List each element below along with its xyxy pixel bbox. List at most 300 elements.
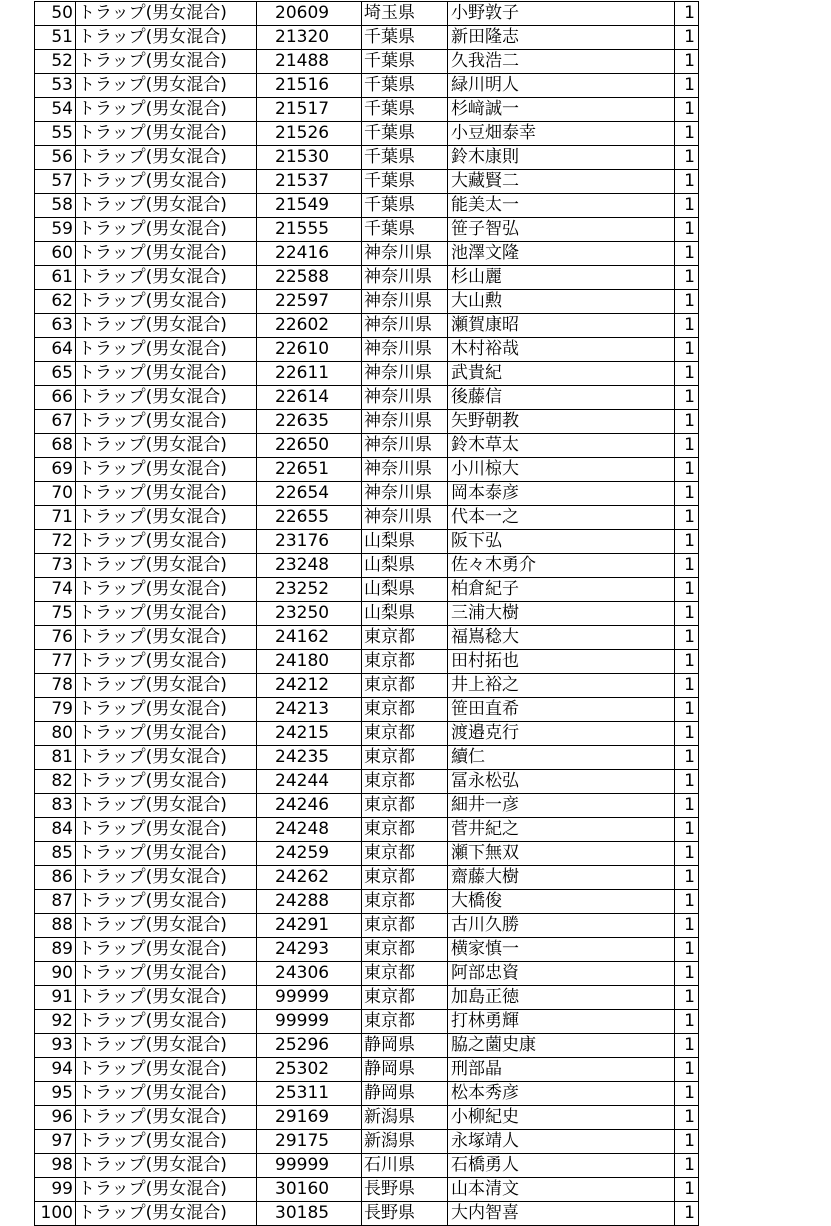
count-value: 1 xyxy=(675,770,699,794)
entry-number: 75 xyxy=(35,602,76,626)
member-id: 21549 xyxy=(257,194,362,218)
table-row xyxy=(35,122,699,146)
table-row xyxy=(35,626,699,650)
competitor-name: 木村裕哉 xyxy=(448,338,675,362)
competitor-name: 瀬下無双 xyxy=(448,842,675,866)
table-row xyxy=(35,194,699,218)
competitor-name: 菅井紀之 xyxy=(448,818,675,842)
event-name: トラップ(男女混合) xyxy=(76,890,257,914)
prefecture: 長野県 xyxy=(362,1178,448,1202)
member-id: 24213 xyxy=(257,698,362,722)
prefecture: 千葉県 xyxy=(362,98,448,122)
entry-number: 68 xyxy=(35,434,76,458)
event-name: トラップ(男女混合) xyxy=(76,314,257,338)
competitor-name: 大橋俊 xyxy=(448,890,675,914)
table-row xyxy=(35,698,699,722)
prefecture: 神奈川県 xyxy=(362,362,448,386)
count-value: 1 xyxy=(675,1082,699,1106)
member-id: 24235 xyxy=(257,746,362,770)
prefecture: 新潟県 xyxy=(362,1130,448,1154)
table-row xyxy=(35,986,699,1010)
event-name: トラップ(男女混合) xyxy=(76,338,257,362)
table-row xyxy=(35,1202,699,1226)
prefecture: 神奈川県 xyxy=(362,482,448,506)
event-name: トラップ(男女混合) xyxy=(76,122,257,146)
event-name: トラップ(男女混合) xyxy=(76,194,257,218)
table-row xyxy=(35,146,699,170)
event-name: トラップ(男女混合) xyxy=(76,914,257,938)
prefecture: 東京都 xyxy=(362,746,448,770)
member-id: 22588 xyxy=(257,266,362,290)
competitor-name: 池澤文隆 xyxy=(448,242,675,266)
prefecture: 東京都 xyxy=(362,698,448,722)
competitor-name: 小豆畑泰幸 xyxy=(448,122,675,146)
member-id: 22610 xyxy=(257,338,362,362)
competitor-name: 大藏賢二 xyxy=(448,170,675,194)
member-id: 21517 xyxy=(257,98,362,122)
member-id: 99999 xyxy=(257,1154,362,1178)
table-row xyxy=(35,218,699,242)
count-value: 1 xyxy=(675,1058,699,1082)
member-id: 23176 xyxy=(257,530,362,554)
table-row xyxy=(35,1130,699,1154)
prefecture: 神奈川県 xyxy=(362,410,448,434)
count-value: 1 xyxy=(675,242,699,266)
member-id: 21537 xyxy=(257,170,362,194)
table-row xyxy=(35,434,699,458)
prefecture: 静岡県 xyxy=(362,1082,448,1106)
competitor-name: 脇之薗史康 xyxy=(448,1034,675,1058)
prefecture: 山梨県 xyxy=(362,602,448,626)
competitor-name: 田村拓也 xyxy=(448,650,675,674)
count-value: 1 xyxy=(675,626,699,650)
count-value: 1 xyxy=(675,314,699,338)
entry-number: 67 xyxy=(35,410,76,434)
count-value: 1 xyxy=(675,98,699,122)
prefecture: 東京都 xyxy=(362,626,448,650)
event-name: トラップ(男女混合) xyxy=(76,2,257,26)
table-row xyxy=(35,890,699,914)
prefecture: 神奈川県 xyxy=(362,386,448,410)
prefecture: 静岡県 xyxy=(362,1034,448,1058)
event-name: トラップ(男女混合) xyxy=(76,650,257,674)
competitor-name: 井上裕之 xyxy=(448,674,675,698)
prefecture: 東京都 xyxy=(362,1010,448,1034)
prefecture: 東京都 xyxy=(362,770,448,794)
count-value: 1 xyxy=(675,986,699,1010)
competitor-name: 岡本泰彦 xyxy=(448,482,675,506)
prefecture: 千葉県 xyxy=(362,194,448,218)
event-name: トラップ(男女混合) xyxy=(76,1034,257,1058)
entry-number: 69 xyxy=(35,458,76,482)
competitor-name: 松本秀彦 xyxy=(448,1082,675,1106)
entry-number: 76 xyxy=(35,626,76,650)
prefecture: 東京都 xyxy=(362,866,448,890)
prefecture: 千葉県 xyxy=(362,122,448,146)
member-id: 22597 xyxy=(257,290,362,314)
member-id: 23252 xyxy=(257,578,362,602)
competitor-name: 緑川明人 xyxy=(448,74,675,98)
competitor-name: 後藤信 xyxy=(448,386,675,410)
count-value: 1 xyxy=(675,1034,699,1058)
event-name: トラップ(男女混合) xyxy=(76,50,257,74)
entry-number: 96 xyxy=(35,1106,76,1130)
table-row xyxy=(35,410,699,434)
member-id: 22650 xyxy=(257,434,362,458)
competitor-name: 杉﨑誠一 xyxy=(448,98,675,122)
member-id: 29169 xyxy=(257,1106,362,1130)
event-name: トラップ(男女混合) xyxy=(76,554,257,578)
member-id: 22416 xyxy=(257,242,362,266)
prefecture: 神奈川県 xyxy=(362,506,448,530)
event-name: トラップ(男女混合) xyxy=(76,986,257,1010)
count-value: 1 xyxy=(675,842,699,866)
table-row xyxy=(35,98,699,122)
competitor-name: 新田隆志 xyxy=(448,26,675,50)
event-name: トラップ(男女混合) xyxy=(76,938,257,962)
prefecture: 千葉県 xyxy=(362,170,448,194)
table-row xyxy=(35,650,699,674)
entry-number: 73 xyxy=(35,554,76,578)
competitor-name: 續仁 xyxy=(448,746,675,770)
entry-number: 97 xyxy=(35,1130,76,1154)
table-row xyxy=(35,1034,699,1058)
event-name: トラップ(男女混合) xyxy=(76,170,257,194)
event-name: トラップ(男女混合) xyxy=(76,74,257,98)
entry-number: 78 xyxy=(35,674,76,698)
table-row xyxy=(35,866,699,890)
count-value: 1 xyxy=(675,890,699,914)
count-value: 1 xyxy=(675,146,699,170)
count-value: 1 xyxy=(675,74,699,98)
member-id: 21526 xyxy=(257,122,362,146)
member-id: 21530 xyxy=(257,146,362,170)
count-value: 1 xyxy=(675,266,699,290)
event-name: トラップ(男女混合) xyxy=(76,506,257,530)
competitor-name: 武貴紀 xyxy=(448,362,675,386)
member-id: 24215 xyxy=(257,722,362,746)
prefecture: 千葉県 xyxy=(362,50,448,74)
table-row xyxy=(35,506,699,530)
table-row xyxy=(35,602,699,626)
table-row xyxy=(35,2,699,26)
prefecture: 東京都 xyxy=(362,722,448,746)
competitor-name: 柏倉紀子 xyxy=(448,578,675,602)
count-value: 1 xyxy=(675,386,699,410)
count-value: 1 xyxy=(675,1010,699,1034)
event-name: トラップ(男女混合) xyxy=(76,482,257,506)
member-id: 24293 xyxy=(257,938,362,962)
table-row xyxy=(35,746,699,770)
member-id: 99999 xyxy=(257,1010,362,1034)
table-row xyxy=(35,770,699,794)
member-id: 22614 xyxy=(257,386,362,410)
table-row xyxy=(35,1106,699,1130)
table-row xyxy=(35,1082,699,1106)
competitor-name: 小川椋大 xyxy=(448,458,675,482)
entry-number: 72 xyxy=(35,530,76,554)
competitor-name: 瀬賀康昭 xyxy=(448,314,675,338)
competitor-name: 代本一之 xyxy=(448,506,675,530)
table-row xyxy=(35,530,699,554)
entry-number: 84 xyxy=(35,818,76,842)
entry-number: 51 xyxy=(35,26,76,50)
entry-number: 50 xyxy=(35,2,76,26)
entry-number: 95 xyxy=(35,1082,76,1106)
event-name: トラップ(男女混合) xyxy=(76,218,257,242)
entry-number: 55 xyxy=(35,122,76,146)
member-id: 24246 xyxy=(257,794,362,818)
count-value: 1 xyxy=(675,362,699,386)
table-row xyxy=(35,266,699,290)
competitor-name: 山本清文 xyxy=(448,1178,675,1202)
competitor-name: 三浦大樹 xyxy=(448,602,675,626)
table-row xyxy=(35,962,699,986)
event-name: トラップ(男女混合) xyxy=(76,386,257,410)
competitor-name: 笹田直希 xyxy=(448,698,675,722)
member-id: 99999 xyxy=(257,986,362,1010)
table-row xyxy=(35,74,699,98)
count-value: 1 xyxy=(675,554,699,578)
competitor-name: 福嶌稔大 xyxy=(448,626,675,650)
member-id: 24262 xyxy=(257,866,362,890)
table-row xyxy=(35,458,699,482)
entry-number: 80 xyxy=(35,722,76,746)
prefecture: 神奈川県 xyxy=(362,314,448,338)
competitor-name: 永塚靖人 xyxy=(448,1130,675,1154)
prefecture: 東京都 xyxy=(362,938,448,962)
prefecture: 東京都 xyxy=(362,650,448,674)
event-name: トラップ(男女混合) xyxy=(76,722,257,746)
entry-number: 59 xyxy=(35,218,76,242)
entry-number: 89 xyxy=(35,938,76,962)
member-id: 25311 xyxy=(257,1082,362,1106)
count-value: 1 xyxy=(675,962,699,986)
member-id: 23250 xyxy=(257,602,362,626)
competitor-name: 冨永松弘 xyxy=(448,770,675,794)
prefecture: 神奈川県 xyxy=(362,434,448,458)
entry-number: 79 xyxy=(35,698,76,722)
entry-table-body xyxy=(35,2,699,1226)
count-value: 1 xyxy=(675,746,699,770)
member-id: 20609 xyxy=(257,2,362,26)
prefecture: 神奈川県 xyxy=(362,242,448,266)
count-value: 1 xyxy=(675,338,699,362)
event-name: トラップ(男女混合) xyxy=(76,1130,257,1154)
competitor-name: 渡邉克行 xyxy=(448,722,675,746)
prefecture: 静岡県 xyxy=(362,1058,448,1082)
entry-number: 85 xyxy=(35,842,76,866)
member-id: 24306 xyxy=(257,962,362,986)
entry-number: 74 xyxy=(35,578,76,602)
count-value: 1 xyxy=(675,674,699,698)
event-name: トラップ(男女混合) xyxy=(76,602,257,626)
member-id: 24180 xyxy=(257,650,362,674)
event-name: トラップ(男女混合) xyxy=(76,266,257,290)
event-name: トラップ(男女混合) xyxy=(76,410,257,434)
count-value: 1 xyxy=(675,434,699,458)
count-value: 1 xyxy=(675,1154,699,1178)
prefecture: 神奈川県 xyxy=(362,458,448,482)
event-name: トラップ(男女混合) xyxy=(76,26,257,50)
count-value: 1 xyxy=(675,170,699,194)
entry-number: 81 xyxy=(35,746,76,770)
member-id: 22651 xyxy=(257,458,362,482)
prefecture: 埼玉県 xyxy=(362,2,448,26)
prefecture: 東京都 xyxy=(362,794,448,818)
event-name: トラップ(男女混合) xyxy=(76,362,257,386)
entry-number: 57 xyxy=(35,170,76,194)
event-name: トラップ(男女混合) xyxy=(76,434,257,458)
table-row xyxy=(35,242,699,266)
competitor-name: 阿部忠資 xyxy=(448,962,675,986)
count-value: 1 xyxy=(675,410,699,434)
competitor-name: 笹子智弘 xyxy=(448,218,675,242)
competitor-name: 阪下弘 xyxy=(448,530,675,554)
competitor-name: 鈴木康則 xyxy=(448,146,675,170)
table-row xyxy=(35,362,699,386)
table-row xyxy=(35,794,699,818)
count-value: 1 xyxy=(675,50,699,74)
competitor-name: 打林勇輝 xyxy=(448,1010,675,1034)
member-id: 21320 xyxy=(257,26,362,50)
entry-number: 60 xyxy=(35,242,76,266)
table-row xyxy=(35,1058,699,1082)
count-value: 1 xyxy=(675,818,699,842)
prefecture: 東京都 xyxy=(362,818,448,842)
prefecture: 千葉県 xyxy=(362,146,448,170)
count-value: 1 xyxy=(675,794,699,818)
member-id: 25296 xyxy=(257,1034,362,1058)
prefecture: 神奈川県 xyxy=(362,266,448,290)
count-value: 1 xyxy=(675,602,699,626)
event-name: トラップ(男女混合) xyxy=(76,770,257,794)
entry-number: 94 xyxy=(35,1058,76,1082)
entry-number: 56 xyxy=(35,146,76,170)
prefecture: 神奈川県 xyxy=(362,338,448,362)
event-name: トラップ(男女混合) xyxy=(76,746,257,770)
entry-number: 93 xyxy=(35,1034,76,1058)
competitor-name: 横家慎一 xyxy=(448,938,675,962)
member-id: 24259 xyxy=(257,842,362,866)
entry-number: 82 xyxy=(35,770,76,794)
count-value: 1 xyxy=(675,1106,699,1130)
event-name: トラップ(男女混合) xyxy=(76,818,257,842)
member-id: 24288 xyxy=(257,890,362,914)
member-id: 24248 xyxy=(257,818,362,842)
competitor-name: 石橋勇人 xyxy=(448,1154,675,1178)
competitor-name: 鈴木草太 xyxy=(448,434,675,458)
table-row xyxy=(35,1154,699,1178)
entry-number: 65 xyxy=(35,362,76,386)
table-row xyxy=(35,1178,699,1202)
count-value: 1 xyxy=(675,914,699,938)
event-name: トラップ(男女混合) xyxy=(76,242,257,266)
member-id: 21516 xyxy=(257,74,362,98)
competitor-name: 矢野朝教 xyxy=(448,410,675,434)
member-id: 24244 xyxy=(257,770,362,794)
count-value: 1 xyxy=(675,122,699,146)
entry-number: 54 xyxy=(35,98,76,122)
entry-number: 66 xyxy=(35,386,76,410)
member-id: 24291 xyxy=(257,914,362,938)
entry-number: 64 xyxy=(35,338,76,362)
competitor-name: 杉山麗 xyxy=(448,266,675,290)
event-name: トラップ(男女混合) xyxy=(76,1178,257,1202)
prefecture: 東京都 xyxy=(362,842,448,866)
prefecture: 長野県 xyxy=(362,1202,448,1226)
entry-number: 90 xyxy=(35,962,76,986)
prefecture: 神奈川県 xyxy=(362,290,448,314)
member-id: 30185 xyxy=(257,1202,362,1226)
event-name: トラップ(男女混合) xyxy=(76,698,257,722)
table-row xyxy=(35,674,699,698)
entry-number: 87 xyxy=(35,890,76,914)
count-value: 1 xyxy=(675,866,699,890)
count-value: 1 xyxy=(675,1202,699,1226)
event-name: トラップ(男女混合) xyxy=(76,458,257,482)
prefecture: 東京都 xyxy=(362,890,448,914)
event-name: トラップ(男女混合) xyxy=(76,1010,257,1034)
member-id: 24162 xyxy=(257,626,362,650)
count-value: 1 xyxy=(675,26,699,50)
competitor-name: 齋藤大樹 xyxy=(448,866,675,890)
member-id: 30160 xyxy=(257,1178,362,1202)
prefecture: 東京都 xyxy=(362,962,448,986)
prefecture: 山梨県 xyxy=(362,554,448,578)
event-name: トラップ(男女混合) xyxy=(76,1202,257,1226)
event-name: トラップ(男女混合) xyxy=(76,1082,257,1106)
prefecture: 石川県 xyxy=(362,1154,448,1178)
count-value: 1 xyxy=(675,938,699,962)
table-row xyxy=(35,50,699,74)
competitor-name: 加島正徳 xyxy=(448,986,675,1010)
table-row xyxy=(35,1010,699,1034)
entry-number: 77 xyxy=(35,650,76,674)
competitor-name: 大内智喜 xyxy=(448,1202,675,1226)
event-name: トラップ(男女混合) xyxy=(76,578,257,602)
competitor-name: 小野敦子 xyxy=(448,2,675,26)
table-row xyxy=(35,914,699,938)
member-id: 23248 xyxy=(257,554,362,578)
entry-number: 88 xyxy=(35,914,76,938)
count-value: 1 xyxy=(675,698,699,722)
entry-number: 53 xyxy=(35,74,76,98)
entry-number: 58 xyxy=(35,194,76,218)
event-name: トラップ(男女混合) xyxy=(76,794,257,818)
member-id: 21488 xyxy=(257,50,362,74)
competitor-name: 大山勲 xyxy=(448,290,675,314)
member-id: 22635 xyxy=(257,410,362,434)
event-name: トラップ(男女混合) xyxy=(76,98,257,122)
entry-number: 83 xyxy=(35,794,76,818)
prefecture: 千葉県 xyxy=(362,26,448,50)
competitor-name: 細井一彦 xyxy=(448,794,675,818)
table-row xyxy=(35,338,699,362)
count-value: 1 xyxy=(675,482,699,506)
entry-number: 98 xyxy=(35,1154,76,1178)
event-name: トラップ(男女混合) xyxy=(76,1058,257,1082)
prefecture: 新潟県 xyxy=(362,1106,448,1130)
entry-number: 61 xyxy=(35,266,76,290)
member-id: 22611 xyxy=(257,362,362,386)
prefecture: 山梨県 xyxy=(362,530,448,554)
event-name: トラップ(男女混合) xyxy=(76,674,257,698)
entry-number: 91 xyxy=(35,986,76,1010)
entry-number: 71 xyxy=(35,506,76,530)
event-name: トラップ(男女混合) xyxy=(76,842,257,866)
competitor-name: 古川久勝 xyxy=(448,914,675,938)
